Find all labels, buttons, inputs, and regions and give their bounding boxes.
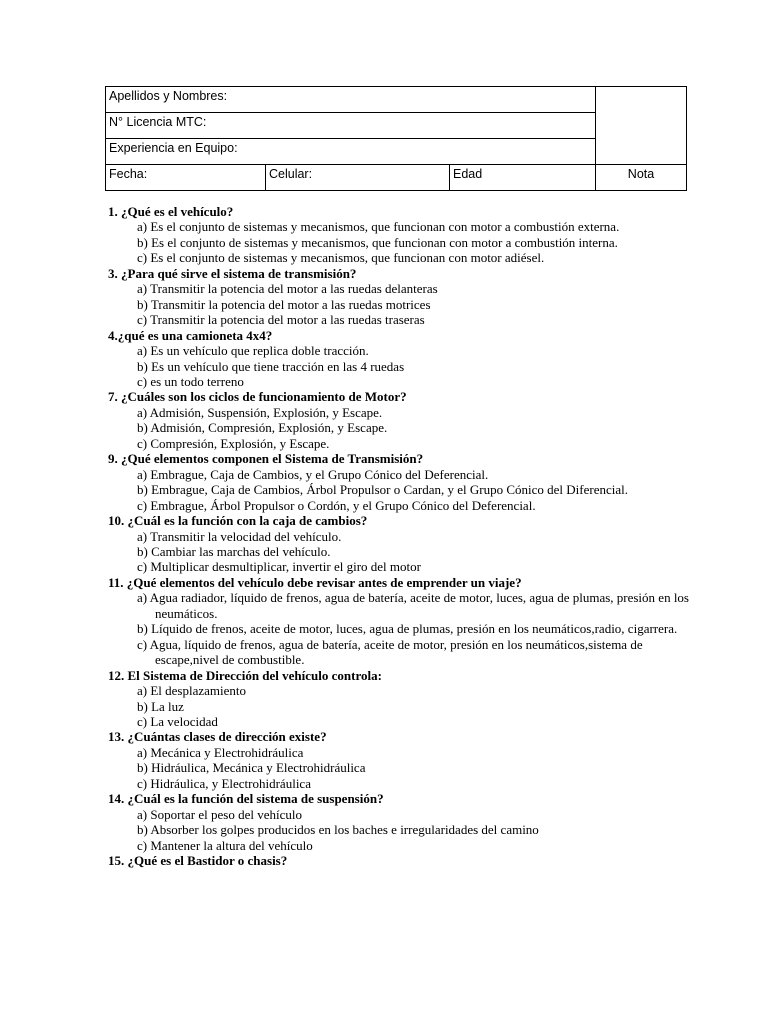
answer-option: b) Absorber los golpes producidos en los baches e irregularidades del camino: [137, 822, 539, 838]
edad-field: Edad: [450, 165, 596, 191]
answer-option: a) Transmitir la velocidad del vehículo.: [137, 528, 342, 544]
answer-option: a) El desplazamiento: [137, 683, 247, 699]
question-block: [108, 266, 708, 328]
answer-option: c) Multiplicar desmultiplicar, invertir el giro del motor: [137, 559, 421, 575]
answer-option: c) Es el conjunto de sistemas y mecanismos, que funcionan con motor adiésel.: [137, 250, 545, 266]
answer-option: a) Admisión, Suspensión, Explosión, y Escape.: [137, 404, 383, 420]
question-block: [108, 729, 708, 791]
answer-option: a) Agua radiador, líquido de frenos, agua de batería, aceite de motor, luces, agua de plumas, presión en los neumáticos.: [137, 590, 689, 621]
question-title: 3. ¿Para qué sirve el sistema de transmisión?: [108, 265, 357, 281]
question-title: 4.¿qué es una camioneta 4x4?: [108, 327, 273, 343]
question-title: 7. ¿Cuáles son los ciclos de funcionamiento de Motor?: [108, 389, 407, 405]
answer-option: c) es un todo terreno: [137, 373, 244, 389]
question-title: 13. ¿Cuántas clases de dirección existe?: [108, 729, 327, 745]
answer-option: a) Mecánica y Electrohidráulica: [137, 744, 304, 760]
celular-field: Celular:: [266, 165, 450, 191]
answer-option: b) Cambiar las marchas del vehículo.: [137, 543, 331, 559]
answer-option: c) Agua, líquido de frenos, agua de batería, aceite de motor, presión en los neumáticos,sistema de escape,nivel de combustible.: [137, 636, 643, 668]
answer-option: c) Compresión, Explosión, y Escape.: [137, 435, 330, 451]
answer-option: a) Es el conjunto de sistemas y mecanismos, que funcionan con motor a combustión externa.: [137, 219, 620, 235]
answer-option: b) La luz: [137, 698, 184, 714]
answer-option: c) Mantener la altura del vehículo: [137, 837, 313, 853]
question-block: [108, 513, 708, 575]
experiencia-field: Experiencia en Equipo:: [106, 139, 596, 165]
question-block: [108, 389, 708, 451]
answer-option: b) Embrague, Caja de Cambios, Árbol Propulsor o Cardan, y el Grupo Cónico del Diferencial.: [137, 482, 628, 498]
fecha-field: Fecha:: [106, 165, 266, 191]
header-row-fecha: [106, 165, 687, 191]
question-title: 14. ¿Cuál es la función del sistema de suspensión?: [108, 791, 384, 807]
student-info-table: [105, 86, 687, 191]
question-title: 9. ¿Qué elementos componen el Sistema de Transmisión?: [108, 451, 424, 467]
answer-option: b) Transmitir la potencia del motor a las ruedas motrices: [137, 296, 431, 312]
question-title: 1. ¿Qué es el vehículo?: [108, 204, 234, 219]
question-block: [108, 328, 708, 390]
answer-option: a) Es un vehículo que replica doble tracción.: [137, 343, 369, 359]
question-block: [108, 668, 708, 730]
question-title: 10. ¿Cuál es la función con la caja de cambios?: [108, 513, 368, 529]
answer-option: b) Es un vehículo que tiene tracción en las 4 ruedas: [137, 358, 405, 374]
answer-option: c) Hidráulica, y Electrohidráulica: [137, 775, 311, 791]
grade-box: [596, 87, 687, 165]
nota-field: Nota: [596, 165, 687, 191]
answer-option: a) Embrague, Caja de Cambios, y el Grupo Cónico del Deferencial.: [137, 466, 489, 482]
answer-option: a) Transmitir la potencia del motor a las ruedas delanteras: [137, 281, 438, 297]
answer-option: c) Embrague, Árbol Propulsor o Cordón, y el Grupo Cónico del Deferencial.: [137, 497, 536, 513]
question-block: [108, 575, 708, 668]
apellidos-field: Apellidos y Nombres:: [106, 87, 596, 113]
answer-option: c) Transmitir la potencia del motor a las ruedas traseras: [137, 312, 425, 328]
question-block: [108, 853, 708, 868]
question-block: [108, 204, 708, 266]
question-title: 12. El Sistema de Dirección del vehículo controla:: [108, 667, 382, 683]
question-block: [108, 451, 708, 513]
question-title: 11. ¿Qué elementos del vehículo debe revisar antes de emprender un viaje?: [108, 574, 522, 590]
answer-option: c) La velocidad: [137, 713, 218, 729]
answer-option: a) Soportar el peso del vehículo: [137, 806, 302, 822]
header-row-apellidos: [106, 87, 687, 113]
question-block: [108, 791, 708, 853]
licencia-field: N° Licencia MTC:: [106, 113, 596, 139]
answer-option: b) Admisión, Compresión, Explosión, y Escape.: [137, 420, 388, 436]
answer-option: b) Hidráulica, Mecánica y Electrohidráulica: [137, 760, 366, 776]
question-title: 15. ¿Qué es el Bastidor o chasis?: [108, 853, 288, 869]
answer-option: b) Líquido de frenos, aceite de motor, luces, agua de plumas, presión en los neumáticos,radio, cigarrera.: [137, 621, 678, 637]
answer-option: b) Es el conjunto de sistemas y mecanismos, que funcionan con motor a combustión interna.: [137, 234, 618, 250]
question-list: [108, 204, 708, 868]
